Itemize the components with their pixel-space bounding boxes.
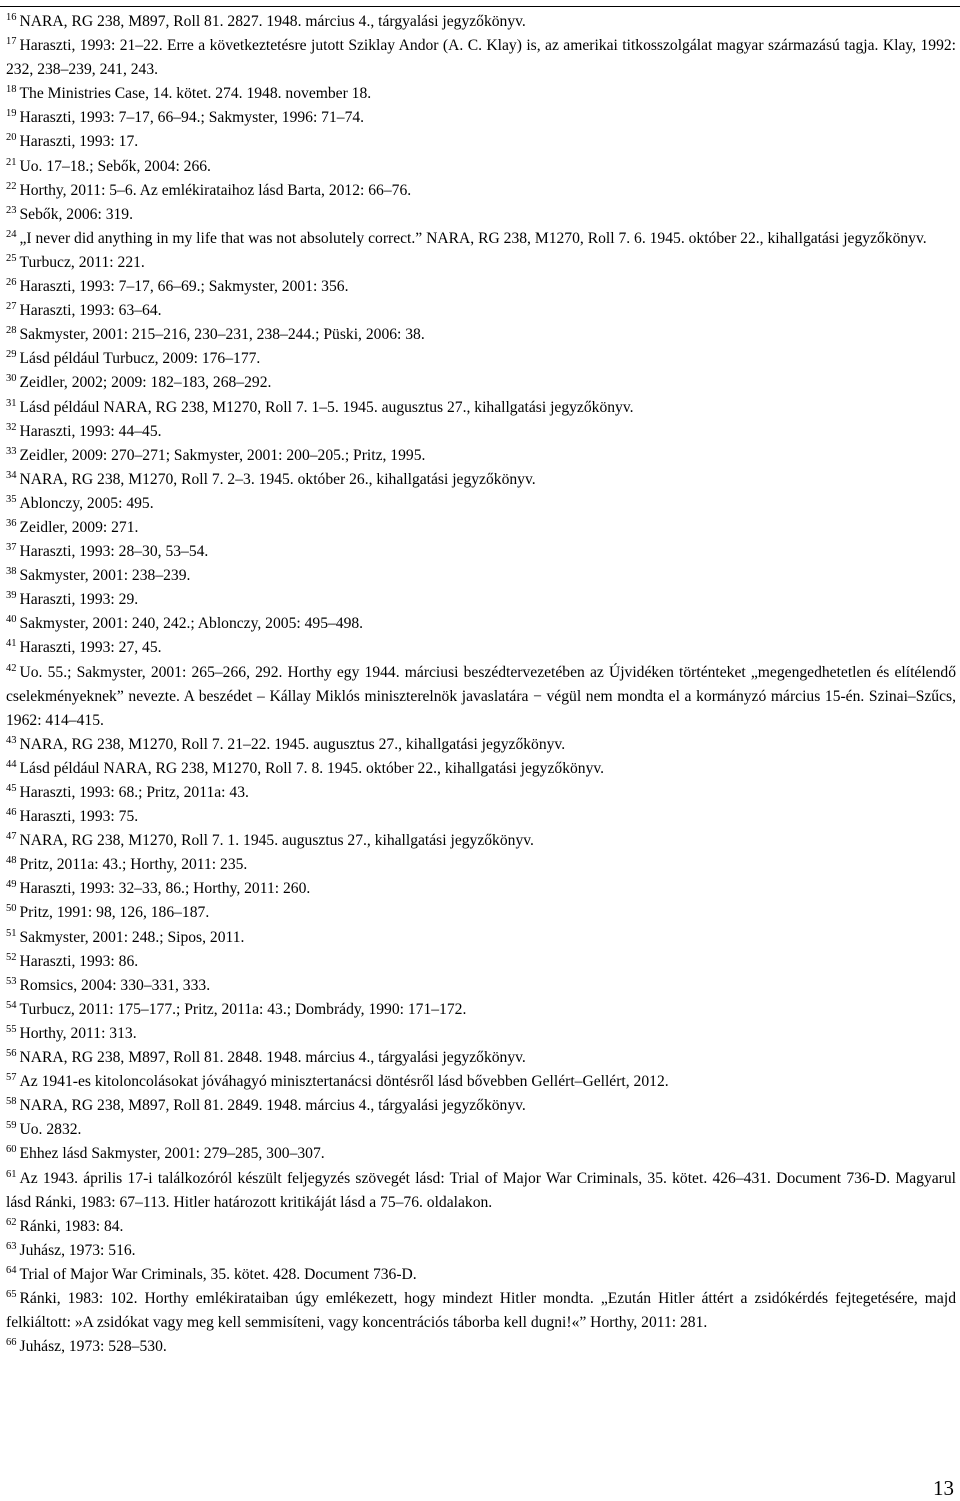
footnote-text: NARA, RG 238, M897, Roll 81. 2827. 1948. március 4., tárgyalási jegyzőkönyv. <box>19 13 526 30</box>
footnote-text: Zeidler, 2002; 2009: 182–183, 268–292. <box>19 374 272 392</box>
footnote-number: 34 <box>6 469 17 481</box>
footnote <box>6 781 956 805</box>
footnote <box>6 540 956 564</box>
footnote-text: Uo. 55.; Sakmyster, 2001: 265–266, 292. Horthy egy 1944. márciusi beszédtervezetében az Újvidéken történteket „megengedhetetlen és elítélendő cselekményeknek” nevezte. A beszédet – Kállay Miklós miniszterelnök javaslatára − végül nem mondta el a kormányzó március 15-én. Szinai–Szűcs, 1962: 414–415. <box>6 663 956 729</box>
footnote <box>6 82 956 106</box>
footnote-number: 56 <box>6 1048 17 1060</box>
footnote-number: 57 <box>6 1072 17 1084</box>
footnote-number: 53 <box>6 975 17 987</box>
footnote-number: 19 <box>6 108 17 120</box>
footnote-number: 45 <box>6 783 17 794</box>
footnote <box>6 1142 956 1166</box>
footnote-text: Haraszti, 1993: 7–17, 66–69.; Sakmyster, 2001: 356. <box>19 278 349 296</box>
footnote-number: 20 <box>6 132 17 144</box>
footnote <box>6 1022 956 1046</box>
footnote-text: Haraszti, 1993: 75. <box>19 808 139 826</box>
footnote <box>6 853 956 877</box>
footnote-number: 65 <box>6 1288 17 1300</box>
footnote-text: Haraszti, 1993: 32–33, 86.; Horthy, 2011: 260. <box>19 880 311 898</box>
footnote-number: 30 <box>6 373 17 385</box>
footnote <box>6 492 956 516</box>
footnote <box>6 396 956 420</box>
footnote-text: Turbucz, 2011: 175–177.; Pritz, 2011a: 43.; Dombrády, 1990: 171–172. <box>19 1000 467 1018</box>
footnote <box>6 1046 956 1070</box>
footnote-number: 21 <box>6 156 17 168</box>
footnote <box>6 974 956 998</box>
footnote-text: Trial of Major War Criminals, 35. kötet. 428. Document 736-D. <box>19 1265 417 1283</box>
footnote <box>6 588 956 612</box>
footnote-text: Sakmyster, 2001: 248.; Sipos, 2011. <box>19 928 245 946</box>
footnote <box>6 468 956 492</box>
footnote <box>6 877 956 901</box>
footnote-text: Haraszti, 1993: 21–22. Erre a következtetésre jutott Sziklay Andor (A. C. Klay) is, az amerikai titkosszolgálat magyar származású tagja. Klay, 1992: 232, 238–239, 241, 243. <box>6 37 956 79</box>
footnote-text: Juhász, 1973: 516. <box>19 1241 136 1259</box>
footnote <box>6 1094 956 1118</box>
footnote-number: 17 <box>6 36 17 48</box>
footnote <box>6 251 956 275</box>
footnote-text: Turbucz, 2011: 221. <box>19 253 145 271</box>
footnote <box>6 1287 956 1335</box>
footnote-number: 47 <box>6 831 17 843</box>
footnote-number: 54 <box>6 999 17 1011</box>
footnote-number: 64 <box>6 1264 17 1276</box>
footnote-number: 66 <box>6 1337 17 1349</box>
top-rule <box>0 6 960 7</box>
footnotes-list <box>6 10 956 1359</box>
footnote-text: Pritz, 2011a: 43.; Horthy, 2011: 235. <box>19 856 248 874</box>
footnote <box>6 1118 956 1142</box>
footnote-number: 46 <box>6 807 17 819</box>
footnote-number: 39 <box>6 590 17 602</box>
footnote-number: 60 <box>6 1144 17 1156</box>
footnote-number: 38 <box>6 566 17 578</box>
footnote-number: 23 <box>6 204 17 216</box>
footnote-text: Haraszti, 1993: 27, 45. <box>19 639 162 657</box>
footnote <box>6 155 956 179</box>
footnote <box>6 1263 956 1287</box>
footnote-text: Haraszti, 1993: 44–45. <box>19 422 162 440</box>
footnote-number: 52 <box>6 951 17 963</box>
footnote-text: Sakmyster, 2001: 238–239. <box>19 567 191 585</box>
footnote-number: 63 <box>6 1240 17 1252</box>
footnote-number: 32 <box>6 421 17 433</box>
footnote-number: 41 <box>6 638 17 650</box>
footnote-text: Sebők, 2006: 319. <box>19 205 133 223</box>
footnote <box>6 805 956 829</box>
footnote <box>6 1167 956 1215</box>
footnote-text: „I never did anything in my life that was not absolutely correct.” NARA, RG 238, M1270, Roll 7. 6. 1945. október 22., kihallgatási jegyzőkönyv. <box>19 229 927 247</box>
footnote-text: Romsics, 2004: 330–331, 333. <box>19 976 211 994</box>
footnote <box>6 998 956 1022</box>
footnote-text: Az 1943. április 17-i találkozóról készült feljegyzés szövegét lásd: Trial of Major War Criminals, 35. kötet. 426–431. Document 736-D. Magyarul lásd Ránki, 1983: 67–113. Hitler határozott kritikáját lásd a 75–76. oldalakon. <box>6 1169 956 1211</box>
footnote <box>6 950 956 974</box>
footnote <box>6 371 956 395</box>
footnote-text: Sakmyster, 2001: 240, 242.; Ablonczy, 2005: 495–498. <box>19 615 364 633</box>
footnote-number: 33 <box>6 445 17 457</box>
footnote-text: Juhász, 1973: 528–530. <box>19 1338 167 1356</box>
footnote <box>6 926 956 950</box>
footnote-text: Ablonczy, 2005: 495. <box>19 494 154 512</box>
footnote-number: 61 <box>6 1168 17 1180</box>
footnote-number: 25 <box>6 252 17 264</box>
footnote <box>6 661 956 733</box>
footnote-number: 18 <box>6 84 17 96</box>
footnote-text: Haraszti, 1993: 86. <box>19 952 139 970</box>
footnote-text: Sakmyster, 2001: 215–216, 230–231, 238–244.; Püski, 2006: 38. <box>19 326 425 344</box>
footnote-number: 59 <box>6 1120 17 1132</box>
footnote-text: Ránki, 1983: 84. <box>19 1217 124 1235</box>
footnote-text: NARA, RG 238, M1270, Roll 7. 21–22. 1945. augusztus 27., kihallgatási jegyzőkönyv. <box>19 735 566 753</box>
footnote-number: 58 <box>6 1096 17 1108</box>
footnote-number: 27 <box>6 301 17 313</box>
footnote-text: Zeidler, 2009: 270–271; Sakmyster, 2001: 200–205.; Pritz, 1995. <box>19 446 426 464</box>
footnote-number: 43 <box>6 734 17 746</box>
footnote-text: Haraszti, 1993: 28–30, 53–54. <box>19 543 209 561</box>
footnote <box>6 901 956 925</box>
footnote <box>6 757 956 781</box>
footnote-text: Zeidler, 2009: 271. <box>19 518 139 536</box>
footnote-number: 40 <box>6 614 17 626</box>
footnote <box>6 1239 956 1263</box>
footnote-text: Lásd például NARA, RG 238, M1270, Roll 7. 1–5. 1945. augusztus 27., kihallgatási jegyzőkönyv. <box>19 398 634 416</box>
footnote <box>6 516 956 540</box>
footnote <box>6 203 956 227</box>
footnote-text: Lásd például NARA, RG 238, M1270, Roll 7. 8. 1945. október 22., kihallgatási jegyzőkönyv. <box>19 759 605 777</box>
footnote-number: 24 <box>6 228 17 240</box>
footnote-number: 55 <box>6 1023 17 1035</box>
footnote-text: Lásd például Turbucz, 2009: 176–177. <box>19 350 261 368</box>
footnote <box>6 275 956 299</box>
footnote-text: Uo. 2832. <box>19 1121 82 1139</box>
footnote <box>6 829 956 853</box>
footnote-text: Uo. 17–18.; Sebők, 2004: 266. <box>19 157 211 175</box>
footnote <box>6 179 956 203</box>
footnote <box>6 34 956 82</box>
footnote <box>6 444 956 468</box>
footnote-number: 36 <box>6 517 17 529</box>
footnote-text: Horthy, 2011: 313. <box>19 1024 137 1042</box>
footnote <box>6 323 956 347</box>
footnote <box>6 636 956 660</box>
footnote <box>6 299 956 323</box>
footnote-text: NARA, RG 238, M1270, Roll 7. 2–3. 1945. október 26., kihallgatási jegyzőkönyv. <box>19 470 536 488</box>
footnote-text: Haraszti, 1993: 7–17, 66–94.; Sakmyster, 1996: 71–74. <box>19 109 365 127</box>
page-number: 13 <box>933 1476 954 1500</box>
footnote <box>6 612 956 636</box>
footnote-text: NARA, RG 238, M1270, Roll 7. 1. 1945. augusztus 27., kihallgatási jegyzőkönyv. <box>19 832 534 850</box>
footnote-number: 48 <box>6 855 17 867</box>
footnote <box>6 347 956 371</box>
footnote-number: 31 <box>6 397 17 409</box>
footnote <box>6 130 956 154</box>
footnote-text: NARA, RG 238, M897, Roll 81. 2848. 1948. március 4., tárgyalási jegyzőkönyv. <box>19 1049 526 1067</box>
footnote <box>6 10 956 34</box>
footnote-text: Haraszti, 1993: 17. <box>19 133 139 151</box>
footnote-number: 22 <box>6 180 17 192</box>
footnote-number: 42 <box>6 662 17 674</box>
footnote <box>6 227 956 251</box>
footnote-number: 51 <box>6 927 17 939</box>
footnote <box>6 564 956 588</box>
footnote <box>6 1335 956 1359</box>
footnote-number: 49 <box>6 879 17 891</box>
footnote-text: Haraszti, 1993: 68.; Pritz, 2011a: 43. <box>19 784 249 801</box>
footnote <box>6 1070 956 1094</box>
footnote-text: Haraszti, 1993: 29. <box>19 591 139 609</box>
footnote-text: Horthy, 2011: 5–6. Az emlékirataihoz lásd Barta, 2012: 66–76. <box>19 181 412 199</box>
footnote-number: 16 <box>6 12 17 23</box>
footnote-number: 35 <box>6 493 17 505</box>
footnote-number: 50 <box>6 903 17 915</box>
footnote <box>6 106 956 130</box>
footnote-number: 26 <box>6 277 17 289</box>
footnote-text: Haraszti, 1993: 63–64. <box>19 302 162 320</box>
footnote-text: Pritz, 1991: 98, 126, 186–187. <box>19 904 210 922</box>
footnote <box>6 1215 956 1239</box>
footnote <box>6 420 956 444</box>
footnote-number: 29 <box>6 349 17 361</box>
footnote-text: The Ministries Case, 14. kötet. 274. 1948. november 18. <box>19 85 372 103</box>
footnote-number: 37 <box>6 542 17 554</box>
footnote-text: Az 1941-es kitoloncolásokat jóváhagyó minisztertanácsi döntésről lásd bővebben Gellért–Gellért, 2012. <box>19 1073 669 1091</box>
footnote <box>6 733 956 757</box>
footnote-number: 28 <box>6 325 17 337</box>
footnote-text: Ránki, 1983: 102. Horthy emlékirataiban úgy emlékezett, hogy mindezt Hitler mondta. „Ezután Hitler áttért a zsidókérdés fejtegetésére, majd felkiáltott: »A zsidókat vagy meg kell semmisíteni, vagy koncentrációs táborba kell dugni!«” Horthy, 2011: 281. <box>6 1289 956 1332</box>
footnote-number: 62 <box>6 1216 17 1228</box>
footnote-text: NARA, RG 238, M897, Roll 81. 2849. 1948. március 4., tárgyalási jegyzőkönyv. <box>19 1097 526 1115</box>
footnote-text: Ehhez lásd Sakmyster, 2001: 279–285, 300–307. <box>19 1145 325 1163</box>
footnote-number: 44 <box>6 758 17 770</box>
